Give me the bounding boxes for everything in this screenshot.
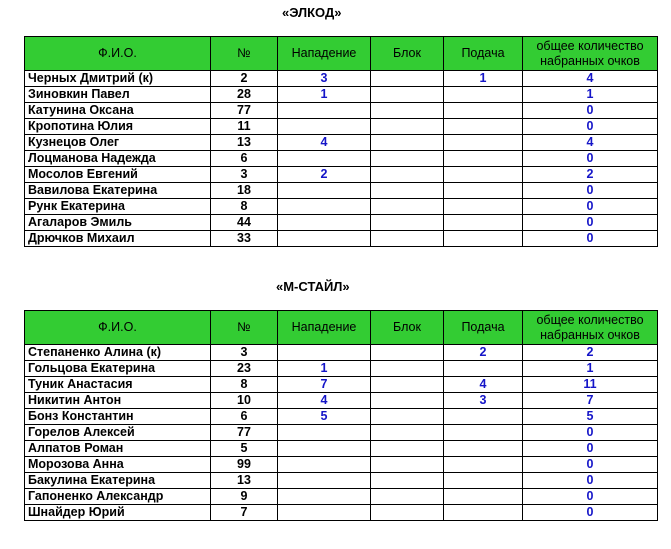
block-points: [371, 119, 444, 135]
header-attack: Нападение: [278, 311, 371, 345]
total-points: 1: [523, 87, 658, 103]
player-name: Степаненко Алина (к): [25, 345, 211, 361]
table-row: [25, 183, 658, 199]
serve-points: [444, 409, 523, 425]
attack-points: [278, 473, 371, 489]
team-title-elkod: «ЭЛКОД»: [282, 5, 342, 20]
player-name: Агаларов Эмиль: [25, 215, 211, 231]
player-number: 13: [211, 473, 278, 489]
total-points: 0: [523, 103, 658, 119]
attack-points: [278, 489, 371, 505]
table-row: [25, 425, 658, 441]
serve-points: [444, 231, 523, 247]
table-row: [25, 377, 658, 393]
player-number: 28: [211, 87, 278, 103]
team-title-mstyle: «М-СТАЙЛ»: [276, 279, 350, 294]
table-row: [25, 345, 658, 361]
player-name: Катунина Оксана: [25, 103, 211, 119]
serve-points: [444, 119, 523, 135]
block-points: [371, 87, 444, 103]
player-number: 13: [211, 135, 278, 151]
attack-points: 7: [278, 377, 371, 393]
table-row: [25, 71, 658, 87]
attack-points: [278, 345, 371, 361]
block-points: [371, 135, 444, 151]
serve-points: [444, 135, 523, 151]
serve-points: [444, 505, 523, 521]
table-row: [25, 231, 658, 247]
block-points: [371, 103, 444, 119]
total-points: 0: [523, 489, 658, 505]
total-points: 0: [523, 199, 658, 215]
attack-points: 3: [278, 71, 371, 87]
total-points: 2: [523, 167, 658, 183]
header-name: Ф.И.О.: [25, 311, 211, 345]
table-row: [25, 135, 658, 151]
stats-table-mstyle: [24, 310, 658, 521]
serve-points: 1: [444, 71, 523, 87]
total-points: 4: [523, 71, 658, 87]
block-points: [371, 167, 444, 183]
player-name: Черных Дмитрий (к): [25, 71, 211, 87]
header-name: Ф.И.О.: [25, 37, 211, 71]
attack-points: [278, 441, 371, 457]
serve-points: [444, 167, 523, 183]
total-points: 0: [523, 425, 658, 441]
player-number: 99: [211, 457, 278, 473]
attack-points: [278, 119, 371, 135]
player-name: Лоцманова Надежда: [25, 151, 211, 167]
total-points: 0: [523, 441, 658, 457]
player-name: Кропотина Юлия: [25, 119, 211, 135]
serve-points: [444, 151, 523, 167]
block-points: [371, 361, 444, 377]
block-points: [371, 505, 444, 521]
player-name: Туник Анастасия: [25, 377, 211, 393]
serve-points: 2: [444, 345, 523, 361]
player-name: Гапоненко Александр: [25, 489, 211, 505]
attack-points: [278, 199, 371, 215]
player-number: 23: [211, 361, 278, 377]
player-name: Рунк Екатерина: [25, 199, 211, 215]
attack-points: [278, 183, 371, 199]
player-number: 9: [211, 489, 278, 505]
header-row: [25, 311, 658, 345]
table-row: [25, 215, 658, 231]
player-name: Мосолов Евгений: [25, 167, 211, 183]
block-points: [371, 425, 444, 441]
block-points: [371, 441, 444, 457]
block-points: [371, 377, 444, 393]
attack-points: 5: [278, 409, 371, 425]
serve-points: [444, 473, 523, 489]
player-name: Вавилова Екатерина: [25, 183, 211, 199]
table-row: [25, 199, 658, 215]
block-points: [371, 489, 444, 505]
serve-points: [444, 199, 523, 215]
attack-points: 1: [278, 361, 371, 377]
table-row: [25, 409, 658, 425]
total-points: 0: [523, 473, 658, 489]
header-total: общее количество набранных очков: [523, 37, 658, 71]
table-row: [25, 103, 658, 119]
player-name: Бакулина Екатерина: [25, 473, 211, 489]
player-name: Гольцова Екатерина: [25, 361, 211, 377]
attack-points: [278, 425, 371, 441]
table-row: [25, 167, 658, 183]
player-name: Алпатов Роман: [25, 441, 211, 457]
player-number: 2: [211, 71, 278, 87]
header-block: Блок: [371, 37, 444, 71]
table-row: [25, 119, 658, 135]
total-points: 0: [523, 231, 658, 247]
total-points: 0: [523, 119, 658, 135]
block-points: [371, 409, 444, 425]
total-points: 5: [523, 409, 658, 425]
player-name: Дрючков Михаил: [25, 231, 211, 247]
player-number: 77: [211, 425, 278, 441]
player-name: Шнайдер Юрий: [25, 505, 211, 521]
player-number: 6: [211, 409, 278, 425]
serve-points: [444, 361, 523, 377]
block-points: [371, 393, 444, 409]
header-attack: Нападение: [278, 37, 371, 71]
player-number: 7: [211, 505, 278, 521]
header-number: №: [211, 37, 278, 71]
player-number: 77: [211, 103, 278, 119]
serve-points: 4: [444, 377, 523, 393]
block-points: [371, 183, 444, 199]
block-points: [371, 71, 444, 87]
header-block: Блок: [371, 311, 444, 345]
serve-points: [444, 87, 523, 103]
serve-points: [444, 103, 523, 119]
player-number: 11: [211, 119, 278, 135]
total-points: 0: [523, 457, 658, 473]
block-points: [371, 345, 444, 361]
total-points: 11: [523, 377, 658, 393]
player-number: 10: [211, 393, 278, 409]
table-row: [25, 473, 658, 489]
total-points: 4: [523, 135, 658, 151]
block-points: [371, 215, 444, 231]
serve-points: 3: [444, 393, 523, 409]
header-serve: Подача: [444, 311, 523, 345]
table-row: [25, 505, 658, 521]
player-number: 8: [211, 199, 278, 215]
attack-points: [278, 457, 371, 473]
attack-points: 1: [278, 87, 371, 103]
player-number: 5: [211, 441, 278, 457]
table-row: [25, 151, 658, 167]
attack-points: [278, 103, 371, 119]
serve-points: [444, 425, 523, 441]
table-row: [25, 361, 658, 377]
total-points: 0: [523, 505, 658, 521]
attack-points: 4: [278, 135, 371, 151]
player-name: Зиновкин Павел: [25, 87, 211, 103]
header-row: [25, 37, 658, 71]
block-points: [371, 457, 444, 473]
table-body: [25, 71, 658, 247]
block-points: [371, 231, 444, 247]
block-points: [371, 151, 444, 167]
total-points: 0: [523, 215, 658, 231]
table-row: [25, 489, 658, 505]
total-points: 2: [523, 345, 658, 361]
header-serve: Подача: [444, 37, 523, 71]
attack-points: [278, 231, 371, 247]
header-number: №: [211, 311, 278, 345]
serve-points: [444, 457, 523, 473]
player-number: 3: [211, 345, 278, 361]
total-points: 7: [523, 393, 658, 409]
block-points: [371, 473, 444, 489]
total-points: 0: [523, 183, 658, 199]
stats-table-elkod: [24, 36, 658, 247]
player-name: Бонз Константин: [25, 409, 211, 425]
attack-points: [278, 505, 371, 521]
serve-points: [444, 215, 523, 231]
table-row: [25, 87, 658, 103]
attack-points: 2: [278, 167, 371, 183]
table-row: [25, 393, 658, 409]
total-points: 0: [523, 151, 658, 167]
serve-points: [444, 441, 523, 457]
table-row: [25, 457, 658, 473]
attack-points: [278, 151, 371, 167]
table-row: [25, 441, 658, 457]
table-body: [25, 345, 658, 521]
serve-points: [444, 489, 523, 505]
attack-points: 4: [278, 393, 371, 409]
total-points: 1: [523, 361, 658, 377]
header-total: общее количество набранных очков: [523, 311, 658, 345]
player-number: 6: [211, 151, 278, 167]
player-name: Кузнецов Олег: [25, 135, 211, 151]
serve-points: [444, 183, 523, 199]
attack-points: [278, 215, 371, 231]
player-number: 44: [211, 215, 278, 231]
block-points: [371, 199, 444, 215]
player-name: Никитин Антон: [25, 393, 211, 409]
player-number: 18: [211, 183, 278, 199]
player-number: 3: [211, 167, 278, 183]
player-number: 8: [211, 377, 278, 393]
player-number: 33: [211, 231, 278, 247]
player-name: Морозова Анна: [25, 457, 211, 473]
player-name: Горелов Алексей: [25, 425, 211, 441]
